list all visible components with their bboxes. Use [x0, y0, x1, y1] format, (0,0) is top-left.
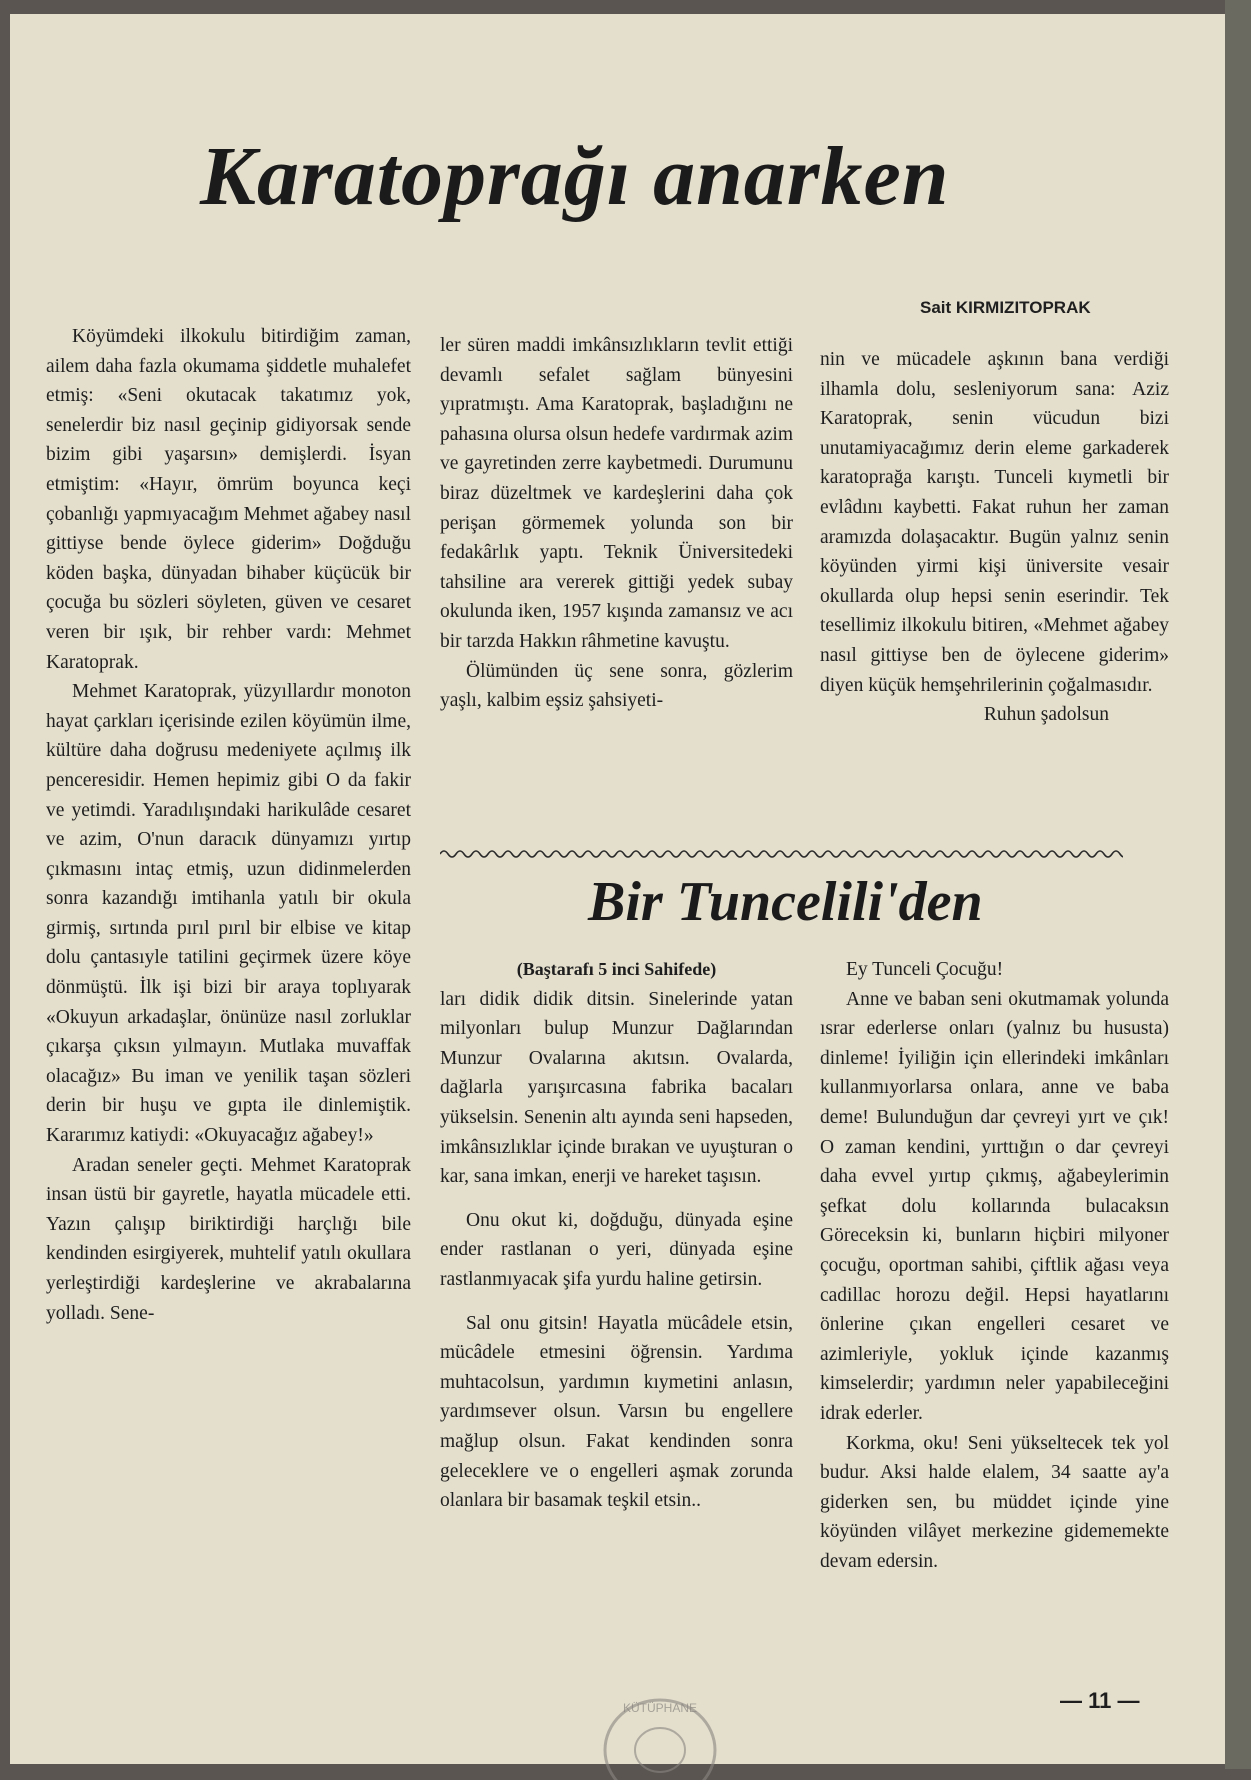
paragraph: Mehmet Karatoprak, yüzyıllardır monoton hayat çarkları içerisinde ezilen köyümün ilme, kültüre daha doğrusu medeniyete açılmış ilk penceresidir. Hemen hepimiz gibi O da fakir ve yetimdi. Yaradılışındaki harikulâde cesaret ve azim, O'nun daracık dünyamızı yırtıp çıkmasını intaç etmiş, uzun didinmelerden sonra kazandığı imtihanla yatılı bir okula girmiş, sırtında pırıl pırıl bir elbise ve kitap dolu çantasıyle tatilini geçirmek üzere köye dönmüştü. İlk işi bizi bir araya toplıyarak «Okuyun arkadaşlar, önünüze nasıl zorluklar çıkarşa çıksın yılmayın. Mutlaka muvaffak olacağız» Bu iman ve yenilik taşan sözleri derin bir huşu ve gıpta ile dinlemiştik. Kararımız katiydi: «Okuyacağız ağabey!»	[46, 681, 411, 1147]
article-title: Karatoprağı anarken	[200, 130, 950, 223]
paragraph: ler süren maddi imkânsızlıkların tevlit ettiği devamlı sefalet sağlam bünyesini yıpratmıştı. Ama Karatoprak, başladığını ne pahasına olursa olsun hedefe vardırmak azim ve gayretinden zerre kaybetmedi. Durumunu biraz düzeltmek ve kardeşlerini daha çok perişan görmemek yolunda son bir fedakârlık yaptı. Teknik Üniversitedeki tahsiline ara vererek gittiği yedek subay okulunda iken, 1957 kışında zamansız ve acı bir tarzda Hakkın râhmetine kavuştu.	[440, 335, 793, 652]
paragraph: ları didik didik ditsin. Sinelerinde yatan milyonları bulup Munzur Dağlarından Munzur Ovalarına akıtsın. Ovalarda, dağlarla yarışırcasına fabrika bacaları yükselsin. Senenin altı ayında seni hapseden, imkânsızlıklar içinde bırakan ve uyuşturan o kar, sana imkan, enerji ve hareket taşısın.	[440, 988, 793, 1188]
binding-edge	[1225, 0, 1251, 1769]
paragraph: Ölümünden üç sene sonra, gözlerim yaşlı, kalbim eşsiz şahsiyeti-	[440, 660, 793, 712]
paragraph: Anne ve baban seni okutmamak yolunda ısrar ederlerse onları (yalnız bu hususta) dinleme! İyiliğin için ellerindeki imkânları kullanmıyorlarsa onlara, anne ve baba deme! Bulunduğun dar çevreyi yırt ve çık! O zaman kendini, yırttığın o dar çevreyi daha evvel yırtıp çıkmış, ağabeylerimin şefkat dolu kollarında bulacaksın Göreceksin ki, bunların hiçbiri milyoner çocuğu, oportman sahibi, çiftlik ağası veya cadillac horozu değil. Hepsi hayatlarını önlerine çıkan engelleri cesaret ve azimleriyle, yokluk içinde kazanmış kimselerdir; yardımın neler yapabileceğini idrak ederler.	[820, 988, 1169, 1424]
article1-column-1	[46, 322, 411, 1328]
paragraph: Aradan seneler geçti. Mehmet Karatoprak insan üstü bir gayretle, hayatla mücadele etti. Yazın çalışıp biriktirdiği harçlığı bile kendinden esirgiyerek, muhtelif yatılı okullara yerleştirdiği kardeşlerine ve akrabalarına yolladı. Sene-	[46, 1154, 411, 1324]
closing-line: Ruhun şadolsun	[983, 704, 1109, 726]
paragraph: Köyümdeki ilkokulu bitirdiğim zaman, ailem daha fazla okumama şiddetle muhalefet etmiş: «Seni okutacak takatımız yok, senelerdir biz nasıl geçinip gidiyorsak sende bizim gibi yaşarsın» demişlerdi. İsyan etmiştim: «Hayır, ömrüm boyunca keçi çobanlığı yapmıyacağım Mehmet ağabey nasıl gittiyse bende öylece giderim» Doğduğu köden başka, dünyadan bihaber küçücük bir çocuğa bu sözleri söyleten, güven ve cesaret veren bir ışık, bir rehber vardı: Mehmet Karatoprak.	[46, 326, 411, 673]
paragraph: Ey Tunceli Çocuğu!	[846, 959, 1004, 980]
paragraph: nin ve mücadele aşkının bana verdiği ilhamla dolu, sesleniyorum sana: Aziz Karatoprak, senin vücudun bizi unutamiyacağımız derin eleme garkaderek karatoprağa karıştı. Tunceli kıymetli bir evlâdını kaybetti. Fakat ruhun her zaman aramızda dolaşacaktır. Bugün yalnız senin köyünden yirmi kişi üniversite vesair okullarda olup hepsi senin eserindir. Tek tesellimiz ilkokulu bitiren, «Mehmet ağabey nasıl gittiyse ben de öylecene giderim» diyen küçük hemşehrilerinin çoğalmasıdır.	[820, 349, 1169, 696]
paragraph: Sal onu gitsin! Hayatla mücâdele etsin, mücâdele etmesini öğrensin. Yardıma muhtacolsun, yardımın kıymetini anlasın, yardımsever olsun. Varsın bu engellere mağlup olsun. Fakat kendinden sonra geleceklere ve o engelleri aşmak zorunda olanlara bir basamak teşkil etsin..	[440, 1312, 793, 1512]
article1-column-3	[820, 345, 1169, 730]
article-author: Sait KIRMIZITOPRAK	[920, 298, 1091, 317]
paragraph: Korkma, oku! Seni yükseltecek tek yol budur. Aksi halde elalem, 34 saatte ay'a giderken sen, bu müddet içinde yine köyünden vilâyet merkezine gidememekte devam edersin.	[820, 1432, 1169, 1572]
stamp-text: KÜTÜPHANE	[622, 1701, 698, 1715]
wavy-divider	[440, 847, 1123, 861]
article2-column-1	[440, 955, 793, 1516]
article2-title: Bir Tuncelili'den	[588, 871, 983, 933]
article2-column-2	[820, 955, 1169, 1576]
continuation-note: (Baştarafı 5 inci Sahifede)	[516, 959, 717, 979]
library-stamp	[590, 1680, 730, 1780]
page-number: — 11 —	[1060, 1688, 1140, 1713]
article1-column-2	[440, 331, 793, 716]
paragraph: Onu okut ki, doğduğu, dünyada eşine ender rastlanan o yeri, dünyada eşine rastlanmıyacak şifa yurdu haline getirsin.	[440, 1209, 793, 1290]
